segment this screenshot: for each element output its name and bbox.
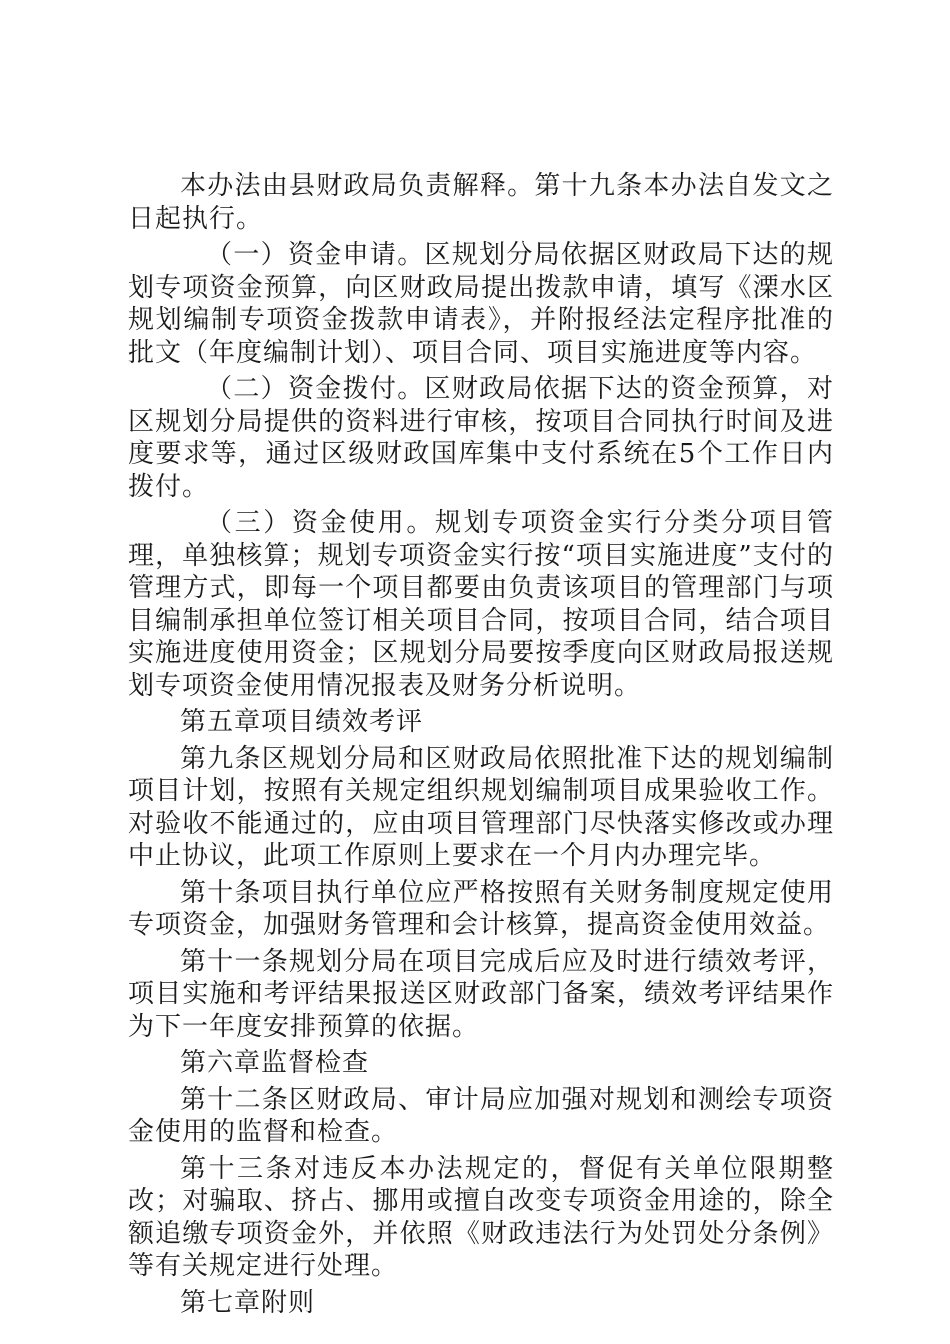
paragraph-interpretation: 本办法由县财政局负责解释。第十九条本办法自发文之日起执行。 <box>128 171 834 234</box>
paragraph-article-9: 第九条区规划分局和区财政局依照批准下达的规划编制项目计划，按照有关规定组织规划编制项目成果验收工作。对验收不能通过的，应由项目管理部门尽快落实修改或办理中止协议，此项工作原则上要求在一个月内办理完毕。 <box>128 743 834 871</box>
paragraph-article-12: 第十二条区财政局、审计局应加强对规划和测绘专项资金使用的监督和检查。 <box>128 1084 834 1147</box>
chapter-heading-6: 第六章监督检查 <box>180 1048 370 1078</box>
paragraph-article-11: 第十一条规划分局在项目完成后应及时进行绩效考评，项目实施和考评结果报送区财政部门备案，绩效考评结果作为下一年度安排预算的依据。 <box>128 946 834 1042</box>
chapter-heading-7: 第七章附则 <box>180 1287 316 1318</box>
document-body <box>128 170 834 1323</box>
paragraph-fund-disbursement: （二）资金拨付。区财政局依据下达的资金预算，对区规划分局提供的资料进行审核，按项目合同执行时间及进度要求等，通过区级财政国库集中支付系统在5个工作日内拨付。 <box>128 374 834 502</box>
chapter-heading-5: 第五章项目绩效考评 <box>180 707 424 737</box>
paragraph-fund-usage: （三）资金使用。规划专项资金实行分类分项目管理，单独核算；规划专项资金实行按“项目实施进度”支付的管理方式，即每一个项目都要由负责该项目的管理部门与项目编制承担单位签订相关项目合同，按项目合同，结合项目实施进度使用资金；区规划分局要按季度向区财政局报送规划专项资金使用情况报表及财务分析说明。 <box>128 508 834 701</box>
paragraph-fund-application: （一）资金申请。区规划分局依据区财政局下达的规划专项资金预算，向区财政局提出拨款申请，填写《溧水区规划编制专项资金拨款申请表》，并附报经法定程序批准的批文（年度编制计划）、项目合同、项目实施进度等内容。 <box>128 240 834 368</box>
paragraph-article-13: 第十三条对违反本办法规定的，督促有关单位限期整改；对骗取、挤占、挪用或擅自改变专项资金用途的，除全额追缴专项资金外，并依照《财政违法行为处罚处分条例》等有关规定进行处理。 <box>128 1153 834 1281</box>
paragraph-article-10: 第十条项目执行单位应严格按照有关财务制度规定使用专项资金，加强财务管理和会计核算，提高资金使用效益。 <box>128 877 834 940</box>
